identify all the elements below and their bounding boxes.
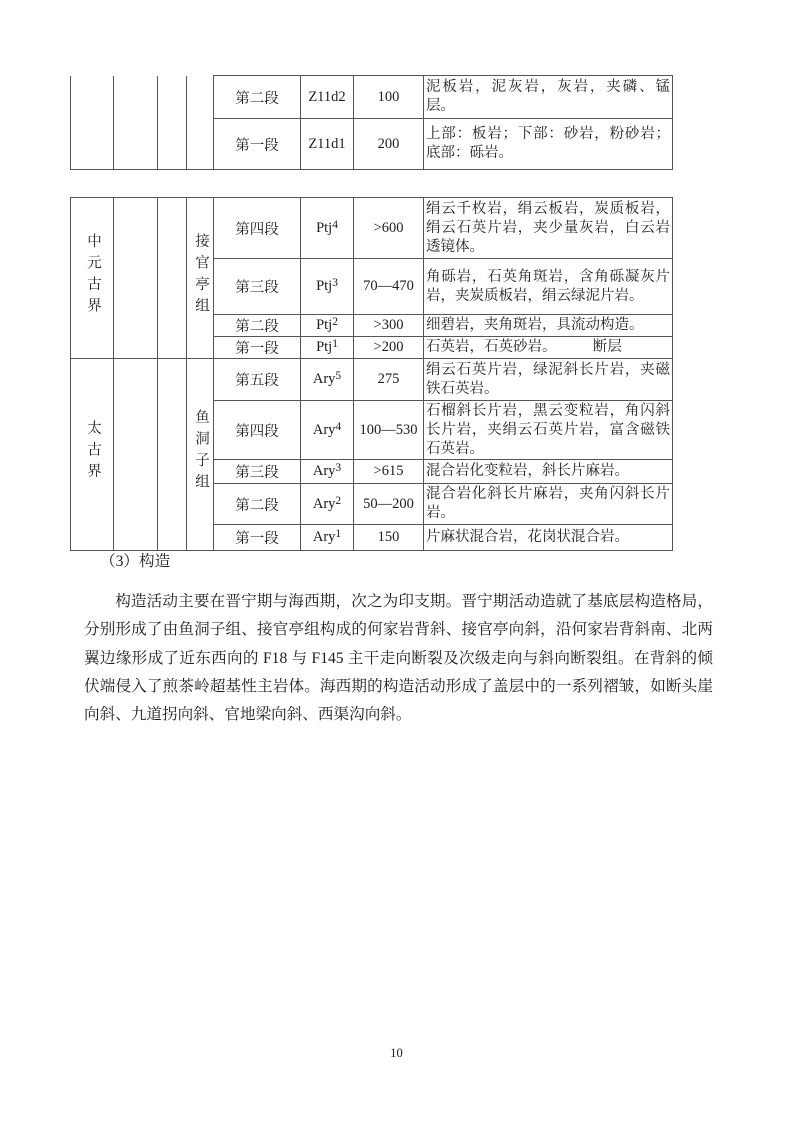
code-superscript: 3	[332, 277, 338, 289]
segment-cell: 第五段	[214, 359, 301, 401]
code-base: Ptj	[316, 219, 333, 236]
table-row	[71, 76, 673, 119]
segment-cell: 第二段	[214, 315, 301, 337]
code-base: Ary	[312, 421, 336, 438]
segment-cell: 第一段	[214, 525, 301, 551]
code-cell	[301, 198, 354, 259]
empty-cell	[158, 198, 187, 359]
code-superscript: 4	[335, 420, 342, 433]
table-row	[71, 359, 673, 401]
code-cell	[301, 484, 354, 525]
era-label: 中元古界	[84, 232, 101, 319]
thickness-cell: 200	[354, 119, 424, 170]
era-label: 太古界	[84, 419, 101, 485]
code-superscript: 1	[332, 338, 338, 350]
body-content	[84, 551, 713, 729]
code-superscript: 5	[335, 370, 342, 382]
code-cell	[301, 460, 354, 484]
code-base: Ary	[312, 529, 336, 545]
code-superscript: 2	[332, 316, 338, 328]
code-base: Ptj	[316, 278, 333, 294]
code-base: Ary	[312, 463, 336, 479]
era-cell	[71, 359, 114, 551]
segment-cell: 第四段	[214, 401, 301, 460]
thickness-cell: 50—200	[354, 484, 424, 525]
lithology-cell: 混合岩化变粒岩，斜长片麻岩。	[424, 460, 673, 484]
thickness-cell: 100	[354, 76, 424, 119]
code-base: Ary	[312, 495, 336, 512]
segment-cell: 第四段	[214, 198, 301, 259]
segment-cell: 第二段	[214, 76, 301, 119]
table-row	[71, 198, 673, 259]
strata-table-continued	[70, 75, 673, 170]
code-cell: Z11d1	[301, 119, 354, 170]
lithology-cell: 混合岩化斜长片麻岩，夹角闪斜长片岩。	[424, 484, 673, 525]
empty-cell	[158, 359, 187, 551]
era-cell	[71, 198, 114, 359]
code-cell	[301, 359, 354, 401]
lithology-cell: 上部：板岩；下部：砂岩，粉砂岩；底部：砾岩。	[424, 119, 673, 170]
empty-cell	[114, 76, 158, 170]
code-superscript: 3	[335, 462, 342, 474]
thickness-cell: 275	[354, 359, 424, 401]
code-cell	[301, 401, 354, 460]
formation-label: 接官亭组	[192, 232, 209, 319]
formation-cell	[187, 359, 214, 551]
thickness-cell: 70—470	[354, 259, 424, 315]
strata-table-main	[70, 197, 673, 551]
code-cell	[301, 337, 354, 359]
code-cell	[301, 525, 354, 551]
lithology-cell: 片麻状混合岩，花岗状混合岩。	[424, 525, 673, 551]
segment-cell: 第一段	[214, 337, 301, 359]
code-base: Ary	[312, 371, 336, 387]
body-paragraph: 构造活动主要在晋宁期与海西期，次之为印支期。晋宁期活动造就了基底层构造格局，分别形成了由鱼洞子组、接官亭组构成的何家岩背斜、接官亭向斜，沿何家岩背斜南、北两翼边缘形成了近东西向的 F18 与 F145 主干走向断裂及次级走向与斜向断裂组。在背斜的倾伏端侵入了煎茶岭超基性主岩体。海西期的构造活动形成了盖层中的一系列褶皱，如断头崖向斜、九道拐向斜、官地梁向斜、西渠沟向斜。	[84, 593, 713, 724]
segment-cell: 第三段	[214, 460, 301, 484]
lithology-cell: 石榴斜长片岩，黑云变粒岩，角闪斜长片岩，夹绢云石英片岩，富含磁铁石英岩。	[424, 401, 673, 460]
lithology-cell: 细碧岩，夹角斑岩，具流动构造。	[424, 315, 673, 337]
empty-era-cell	[71, 76, 114, 170]
thickness-cell: >600	[354, 198, 424, 259]
formation-cell	[187, 198, 214, 359]
code-cell	[301, 259, 354, 315]
empty-formation-cell	[187, 76, 214, 170]
page-number: 10	[390, 1046, 403, 1060]
code-superscript: 2	[335, 494, 342, 507]
formation-label: 鱼洞子组	[192, 409, 209, 495]
segment-cell: 第三段	[214, 259, 301, 315]
lithology-cell: 绢云千枚岩，绢云板岩，炭质板岩，绢云石英片岩，夹少量灰岩，白云岩透镜体。	[424, 198, 673, 259]
code-cell: Z11d2	[301, 76, 354, 119]
code-base: Ptj	[316, 317, 333, 333]
thickness-cell: >200	[354, 337, 424, 359]
thickness-cell: 150	[354, 525, 424, 551]
empty-cell	[114, 359, 158, 551]
segment-cell: 第二段	[214, 484, 301, 525]
empty-cell	[114, 198, 158, 359]
lithology-cell: 石英岩，石英砂岩。 断层	[424, 337, 673, 359]
code-superscript: 1	[335, 528, 342, 540]
lithology-cell: 绢云石英片岩，绿泥斜长片岩，夹磁铁石英岩。	[424, 359, 673, 401]
code-cell	[301, 315, 354, 337]
thickness-cell: >300	[354, 315, 424, 337]
code-superscript: 4	[332, 218, 338, 231]
thickness-cell: 100—530	[354, 401, 424, 460]
section-heading: （3）构造	[100, 553, 171, 570]
code-base: Ptj	[316, 339, 333, 355]
segment-cell: 第一段	[214, 119, 301, 170]
lithology-cell: 泥板岩，泥灰岩，灰岩，夹磷、锰层。	[424, 76, 673, 119]
empty-cell	[158, 76, 187, 170]
thickness-cell: >615	[354, 460, 424, 484]
lithology-cell: 角砾岩，石英角斑岩，含角砾凝灰片岩，夹炭质板岩，绢云绿泥片岩。	[424, 259, 673, 315]
